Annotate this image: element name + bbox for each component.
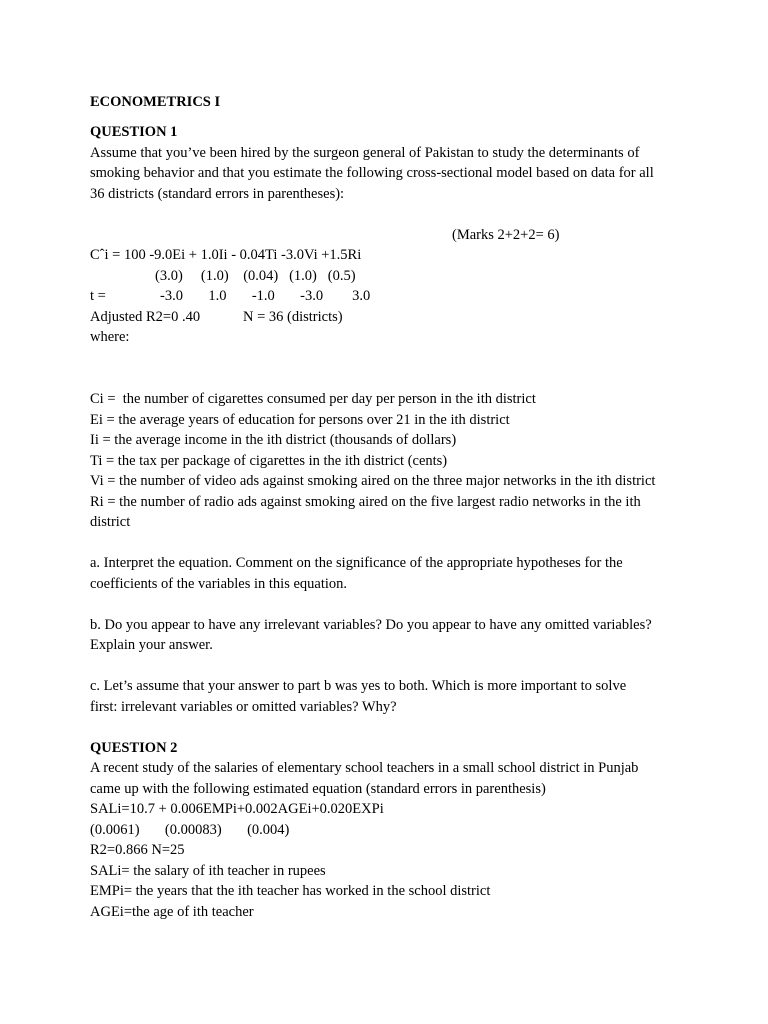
q1-marks: (Marks 2+2+2= 6) (452, 227, 560, 243)
q1-part-c: first: irrelevant variables or omitted variables? Why? (90, 699, 397, 715)
q2-variable-definition: SALi= the salary of ith teacher in rupees (90, 863, 326, 879)
q2-standard-errors: (0.0061) (0.00083) (0.004) (90, 822, 290, 838)
question-2-heading: QUESTION 2 (90, 740, 178, 756)
question-1-heading: QUESTION 1 (90, 124, 178, 140)
q2-intro-line: came up with the following estimated equation (standard errors in parenthesis) (90, 781, 546, 797)
q1-variable-definition: Ii = the average income in the ith district (thousands of dollars) (90, 432, 457, 448)
q1-intro-line: smoking behavior and that you estimate the following cross-sectional model based on data for all (90, 165, 654, 181)
q1-part-b: b. Do you appear to have any irrelevant variables? Do you appear to have any omitted variables? (90, 617, 652, 633)
q2-regression-equation: SALi=10.7 + 0.006EMPi+0.002AGEi+0.020EXPi (90, 801, 384, 817)
q1-standard-errors: (3.0) (1.0) (0.04) (1.0) (0.5) (155, 268, 356, 284)
q1-part-a: a. Interpret the equation. Comment on the significance of the appropriate hypotheses for the (90, 555, 623, 571)
q1-variable-definition: Ei = the average years of education for persons over 21 in the ith district (90, 412, 510, 428)
q1-variable-definition: district (90, 514, 131, 530)
q1-adjusted-r2: Adjusted R2=0 .40 (90, 309, 201, 325)
q2-variable-definition: EMPi= the years that the ith teacher has worked in the school district (90, 883, 491, 899)
q1-variable-definition: Ri = the number of radio ads against smoking aired on the five largest radio networks in the ith (90, 494, 641, 510)
q2-stats: R2=0.866 N=25 (90, 842, 185, 858)
q1-t-label: t = (90, 288, 106, 304)
q2-variable-definition: AGEi=the age of ith teacher (90, 904, 254, 920)
course-title: ECONOMETRICS I (90, 94, 221, 110)
q1-variable-definition: Ci = the number of cigarettes consumed per day per person in the ith district (90, 391, 536, 407)
q1-variable-definition: Ti = the tax per package of cigarettes in the ith district (cents) (90, 453, 448, 469)
q1-intro-line: 36 districts (standard errors in parentheses): (90, 186, 345, 202)
q1-where: where: (90, 329, 130, 345)
q1-t-values: -3.0 1.0 -1.0 -3.0 3.0 (160, 288, 371, 304)
q1-regression-equation: Cˆi = 100 -9.0Ei + 1.0Ii - 0.04Ti -3.0Vi +1.5Ri (90, 247, 362, 263)
q1-part-c: c. Let’s assume that your answer to part b was yes to both. Which is more important to solve (90, 678, 627, 694)
q1-part-a: coefficients of the variables in this equation. (90, 576, 348, 592)
q1-intro-line: Assume that you’ve been hired by the surgeon general of Pakistan to study the determinants of (90, 145, 640, 161)
q1-variable-definition: Vi = the number of video ads against smoking aired on the three major networks in the ith district (90, 473, 656, 489)
q2-intro-line: A recent study of the salaries of elementary school teachers in a small school district in Punjab (90, 760, 639, 776)
q1-n-observations: N = 36 (districts) (243, 309, 343, 325)
q1-part-b: Explain your answer. (90, 637, 213, 653)
